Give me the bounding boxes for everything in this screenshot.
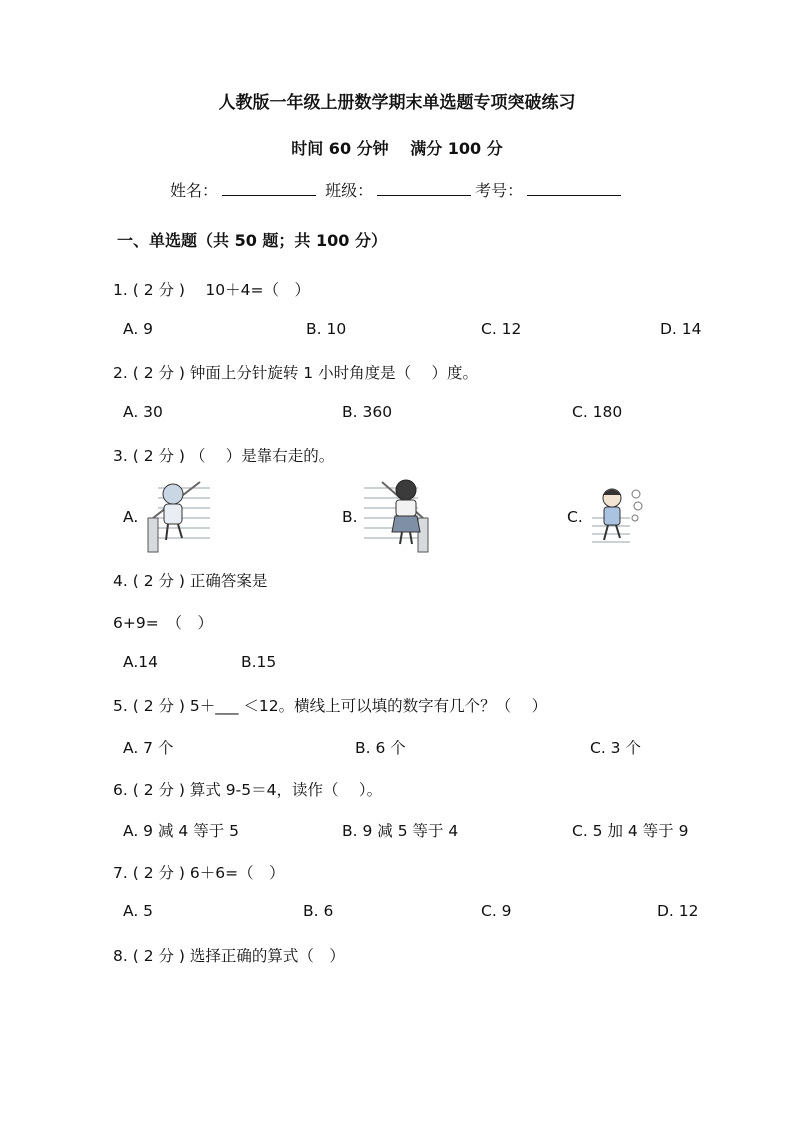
page-title: 人教版一年级上册数学期末单选题专项突破练习 xyxy=(218,93,576,113)
q3-option-a[interactable]: A. xyxy=(123,508,139,526)
question-1: 1. ( 2 分 ) 10＋4=（ ） xyxy=(113,281,310,299)
q5-option-c[interactable]: C. 3 个 xyxy=(590,739,641,757)
child-on-stairs-image-a[interactable] xyxy=(140,474,212,554)
q1-option-a[interactable]: A. 9 xyxy=(123,320,154,338)
q6-option-c[interactable]: C. 5 加 4 等于 9 xyxy=(572,822,689,840)
q4-option-a[interactable]: A.14 xyxy=(123,653,158,671)
class-blank[interactable] xyxy=(377,181,471,196)
q3-option-c[interactable]: C. xyxy=(567,508,583,526)
q1-option-d[interactable]: D. 14 xyxy=(660,320,702,338)
number-label: 考号： xyxy=(475,181,524,200)
q4-option-b[interactable]: B.15 xyxy=(241,653,277,671)
q2-option-b[interactable]: B. 360 xyxy=(342,403,393,421)
question-5: 5. ( 2 分 ) 5＋___ ＜12。横线上可以填的数字有几个？（ ） xyxy=(113,697,548,715)
child-on-stairs-image-b[interactable] xyxy=(362,474,436,554)
number-blank[interactable] xyxy=(527,181,621,196)
name-blank[interactable] xyxy=(222,181,316,196)
q7-option-b[interactable]: B. 6 xyxy=(303,902,334,920)
q1-option-b[interactable]: B. 10 xyxy=(306,320,347,338)
child-on-stairs-image-c[interactable] xyxy=(590,480,648,552)
question-3: 3. ( 2 分 ) （ ）是靠右走的。 xyxy=(113,447,335,465)
name-label: 姓名： xyxy=(170,181,219,200)
q7-option-d[interactable]: D. 12 xyxy=(657,902,699,920)
q3-option-b[interactable]: B. xyxy=(342,508,358,526)
question-6: 6. ( 2 分 ) 算式 9-5＝4，读作（ ）。 xyxy=(113,781,383,799)
section-heading: 一、单选题（共 50 题；共 100 分） xyxy=(117,231,387,250)
question-4: 4. ( 2 分 ) 正确答案是 xyxy=(113,572,268,590)
q2-option-c[interactable]: C. 180 xyxy=(572,403,623,421)
q7-option-a[interactable]: A. 5 xyxy=(123,902,154,920)
question-2: 2. ( 2 分 ) 钟面上分针旋转 1 小时角度是（ ）度。 xyxy=(113,364,479,382)
student-info-line xyxy=(170,178,625,201)
question-7: 7. ( 2 分 ) 6＋6=（ ） xyxy=(113,864,285,882)
question-8: 8. ( 2 分 ) 选择正确的算式（ ） xyxy=(113,947,345,965)
question-4-expression: 6+9= （ ） xyxy=(113,614,213,632)
q7-option-c[interactable]: C. 9 xyxy=(481,902,512,920)
q2-option-a[interactable]: A. 30 xyxy=(123,403,163,421)
q5-option-b[interactable]: B. 6 个 xyxy=(355,739,406,757)
q5-option-a[interactable]: A. 7 个 xyxy=(123,739,174,757)
class-label: 班级： xyxy=(325,181,374,200)
exam-time-score: 时间 60 分钟 满分 100 分 xyxy=(291,139,503,158)
q6-option-b[interactable]: B. 9 减 5 等于 4 xyxy=(342,822,459,840)
q1-option-c[interactable]: C. 12 xyxy=(481,320,522,338)
q6-option-a[interactable]: A. 9 减 4 等于 5 xyxy=(123,822,239,840)
